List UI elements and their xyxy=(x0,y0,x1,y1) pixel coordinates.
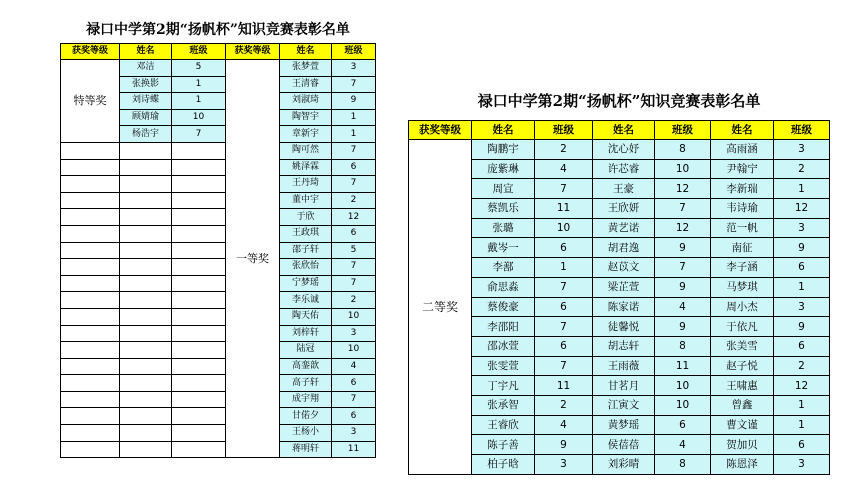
name-cell: 高雨涵 xyxy=(711,140,774,160)
name-cell: 陈家诺 xyxy=(593,297,655,317)
class-cell: 10 xyxy=(332,342,376,359)
name-cell: 曾鑫 xyxy=(711,395,774,415)
name-cell: 马梦琪 xyxy=(711,277,774,297)
name-cell: 周小杰 xyxy=(711,297,774,317)
class-cell: 6 xyxy=(774,258,830,278)
empty-cell xyxy=(61,425,120,442)
class-cell: 7 xyxy=(332,391,376,408)
empty-cell xyxy=(61,342,120,359)
name-cell: 王豪 xyxy=(593,179,655,199)
name-cell: 黄艺诺 xyxy=(593,218,655,238)
name-cell: 王清睿 xyxy=(280,76,332,93)
name-cell: 陈子善 xyxy=(472,435,535,455)
class-cell: 6 xyxy=(535,297,593,317)
name-cell: 张欣怡 xyxy=(280,259,332,276)
class-cell: 12 xyxy=(655,179,711,199)
name-cell: 尹翰宁 xyxy=(711,159,774,179)
empty-cell xyxy=(120,375,172,392)
class-cell: 4 xyxy=(655,297,711,317)
empty-cell xyxy=(120,159,172,176)
name-cell: 张承智 xyxy=(472,395,535,415)
class-cell: 7 xyxy=(535,317,593,337)
class-cell: 1 xyxy=(774,179,830,199)
class-cell: 7 xyxy=(332,142,376,159)
empty-cell xyxy=(61,308,120,325)
class-cell: 10 xyxy=(332,308,376,325)
name-cell: 王雨薇 xyxy=(593,356,655,376)
table-row xyxy=(61,60,376,77)
class-cell: 6 xyxy=(535,238,593,258)
name-cell: 陶智宇 xyxy=(280,109,332,126)
empty-cell xyxy=(61,176,120,193)
empty-cell xyxy=(61,441,120,458)
name-cell: 董中宇 xyxy=(280,192,332,209)
class-cell: 3 xyxy=(332,60,376,77)
name-cell: 赵子悦 xyxy=(711,356,774,376)
empty-cell xyxy=(61,391,120,408)
name-cell: 王啸惠 xyxy=(711,376,774,396)
header-cell: 姓名 xyxy=(472,121,535,140)
class-cell: 1 xyxy=(535,258,593,278)
name-cell: 张璐 xyxy=(472,218,535,238)
table-row xyxy=(61,342,376,359)
name-cell: 刘彩晴 xyxy=(593,455,655,475)
table-row xyxy=(409,356,830,376)
class-cell: 5 xyxy=(172,60,226,77)
table-row xyxy=(61,259,376,276)
empty-cell xyxy=(172,225,226,242)
class-cell: 3 xyxy=(774,140,830,160)
name-cell: 李新瑞 xyxy=(711,179,774,199)
class-cell: 6 xyxy=(535,336,593,356)
left-table-title: 禄口中学第2期“扬帆杯”知识竞赛表彰名单 xyxy=(86,22,350,38)
table-row xyxy=(61,408,376,425)
header-cell: 姓名 xyxy=(711,121,774,140)
table-row xyxy=(409,376,830,396)
class-cell: 10 xyxy=(535,218,593,238)
class-cell: 7 xyxy=(535,277,593,297)
class-cell: 11 xyxy=(535,199,593,219)
name-cell: 陆冠 xyxy=(280,342,332,359)
name-cell: 丁宇凡 xyxy=(472,376,535,396)
table-row xyxy=(409,218,830,238)
empty-cell xyxy=(172,176,226,193)
left-award-table xyxy=(60,20,376,458)
name-cell: 徒馨悦 xyxy=(593,317,655,337)
empty-cell xyxy=(172,275,226,292)
name-cell: 张美雪 xyxy=(711,336,774,356)
table-row xyxy=(409,140,830,160)
name-cell: 王政琪 xyxy=(280,225,332,242)
class-cell: 7 xyxy=(655,199,711,219)
empty-cell xyxy=(61,225,120,242)
empty-cell xyxy=(172,425,226,442)
header-cell: 姓名 xyxy=(593,121,655,140)
class-cell: 9 xyxy=(535,435,593,455)
class-cell: 10 xyxy=(655,395,711,415)
empty-cell xyxy=(61,259,120,276)
empty-cell xyxy=(120,441,172,458)
table-row xyxy=(61,358,376,375)
empty-cell xyxy=(61,142,120,159)
award-level-special: 特等奖 xyxy=(61,60,120,143)
name-cell: 许芯睿 xyxy=(593,159,655,179)
class-cell: 6 xyxy=(774,336,830,356)
table-row xyxy=(61,225,376,242)
name-cell: 刘淑琦 xyxy=(280,93,332,110)
table-row xyxy=(61,375,376,392)
class-cell: 2 xyxy=(774,356,830,376)
award-level-second: 二等奖 xyxy=(409,140,472,475)
empty-cell xyxy=(61,325,120,342)
right-award-table xyxy=(408,88,830,475)
class-cell: 9 xyxy=(655,317,711,337)
class-cell: 3 xyxy=(332,325,376,342)
class-cell: 10 xyxy=(655,376,711,396)
name-cell: 宁梦瑶 xyxy=(280,275,332,292)
empty-cell xyxy=(172,408,226,425)
table-row xyxy=(61,142,376,159)
name-cell: 赵苡文 xyxy=(593,258,655,278)
class-cell: 9 xyxy=(655,238,711,258)
name-cell: 王丹琦 xyxy=(280,176,332,193)
class-cell: 10 xyxy=(172,109,226,126)
name-cell: 于依凡 xyxy=(711,317,774,337)
name-cell: 胡志轩 xyxy=(593,336,655,356)
table-row xyxy=(61,292,376,309)
table-row xyxy=(61,209,376,226)
name-cell: 杨浩宇 xyxy=(120,126,172,143)
empty-cell xyxy=(120,342,172,359)
table-row xyxy=(61,425,376,442)
empty-cell xyxy=(172,391,226,408)
class-cell: 2 xyxy=(535,140,593,160)
class-cell: 11 xyxy=(332,441,376,458)
class-cell: 5 xyxy=(332,242,376,259)
table-row xyxy=(61,159,376,176)
class-cell: 6 xyxy=(332,225,376,242)
name-cell: 李乐诚 xyxy=(280,292,332,309)
header-cell: 班级 xyxy=(332,44,376,60)
name-cell: 张梦萱 xyxy=(280,60,332,77)
class-cell: 7 xyxy=(332,76,376,93)
empty-cell xyxy=(172,441,226,458)
class-cell: 11 xyxy=(655,356,711,376)
class-cell: 1 xyxy=(332,126,376,143)
empty-cell xyxy=(61,192,120,209)
table-row xyxy=(409,317,830,337)
name-cell: 顾婧瑜 xyxy=(120,109,172,126)
empty-cell xyxy=(172,325,226,342)
name-cell: 梁芷萱 xyxy=(593,277,655,297)
table-row xyxy=(409,435,830,455)
class-cell: 1 xyxy=(172,76,226,93)
class-cell: 1 xyxy=(332,109,376,126)
empty-cell xyxy=(172,342,226,359)
empty-cell xyxy=(120,259,172,276)
table-row xyxy=(409,179,830,199)
name-cell: 蔡凯乐 xyxy=(472,199,535,219)
empty-cell xyxy=(120,391,172,408)
class-cell: 9 xyxy=(774,317,830,337)
class-cell: 6 xyxy=(774,435,830,455)
name-cell: 甘茗月 xyxy=(593,376,655,396)
class-cell: 3 xyxy=(774,218,830,238)
class-cell: 7 xyxy=(332,259,376,276)
class-cell: 7 xyxy=(655,258,711,278)
table-row xyxy=(409,415,830,435)
class-cell: 6 xyxy=(332,159,376,176)
empty-cell xyxy=(172,259,226,276)
empty-cell xyxy=(61,275,120,292)
class-cell: 2 xyxy=(332,292,376,309)
class-cell: 4 xyxy=(535,415,593,435)
class-cell: 12 xyxy=(774,199,830,219)
empty-cell xyxy=(120,425,172,442)
name-cell: 南征 xyxy=(711,238,774,258)
empty-cell xyxy=(61,408,120,425)
class-cell: 7 xyxy=(535,179,593,199)
name-cell: 于欣 xyxy=(280,209,332,226)
empty-cell xyxy=(120,358,172,375)
name-cell: 邵冰萱 xyxy=(472,336,535,356)
empty-cell xyxy=(120,408,172,425)
name-cell: 甘偌夕 xyxy=(280,408,332,425)
name-cell: 蒋明轩 xyxy=(280,441,332,458)
empty-cell xyxy=(120,308,172,325)
class-cell: 4 xyxy=(655,435,711,455)
class-cell: 4 xyxy=(332,358,376,375)
name-cell: 柏子晗 xyxy=(472,455,535,475)
table-row xyxy=(409,336,830,356)
name-cell: 刘诗蝶 xyxy=(120,93,172,110)
empty-cell xyxy=(61,292,120,309)
header-cell: 班级 xyxy=(535,121,593,140)
table-row xyxy=(61,308,376,325)
right-table-header-row xyxy=(409,121,830,140)
name-cell: 李鄯 xyxy=(472,258,535,278)
class-cell: 7 xyxy=(332,176,376,193)
name-cell: 曹文谨 xyxy=(711,415,774,435)
empty-cell xyxy=(172,209,226,226)
class-cell: 11 xyxy=(535,376,593,396)
header-cell: 班级 xyxy=(172,44,226,60)
name-cell: 王欣妍 xyxy=(593,199,655,219)
class-cell: 6 xyxy=(332,408,376,425)
table-row xyxy=(61,441,376,458)
class-cell: 7 xyxy=(535,356,593,376)
empty-cell xyxy=(120,192,172,209)
left-table-header-row xyxy=(61,44,376,60)
class-cell: 3 xyxy=(774,455,830,475)
class-cell: 12 xyxy=(655,218,711,238)
name-cell: 周宣 xyxy=(472,179,535,199)
empty-cell xyxy=(120,325,172,342)
class-cell: 9 xyxy=(655,277,711,297)
empty-cell xyxy=(172,142,226,159)
name-cell: 沈心妤 xyxy=(593,140,655,160)
table-row xyxy=(61,176,376,193)
empty-cell xyxy=(61,242,120,259)
empty-cell xyxy=(172,192,226,209)
class-cell: 3 xyxy=(535,455,593,475)
class-cell: 10 xyxy=(655,159,711,179)
name-cell: 陶鹏宇 xyxy=(472,140,535,160)
name-cell: 李子涵 xyxy=(711,258,774,278)
empty-cell xyxy=(61,358,120,375)
class-cell: 12 xyxy=(774,376,830,396)
header-cell: 姓名 xyxy=(280,44,332,60)
right-table-title: 禄口中学第2期“扬帆杯”知识竞赛表彰名单 xyxy=(477,92,761,110)
class-cell: 9 xyxy=(332,93,376,110)
name-cell: 王睿欣 xyxy=(472,415,535,435)
empty-cell xyxy=(61,375,120,392)
table-row xyxy=(409,395,830,415)
name-cell: 姚泽霖 xyxy=(280,159,332,176)
class-cell: 3 xyxy=(774,297,830,317)
name-cell: 庞紫琳 xyxy=(472,159,535,179)
name-cell: 高銮歆 xyxy=(280,358,332,375)
class-cell: 1 xyxy=(774,277,830,297)
class-cell: 3 xyxy=(332,425,376,442)
table-row xyxy=(409,277,830,297)
class-cell: 7 xyxy=(172,126,226,143)
class-cell: 8 xyxy=(655,455,711,475)
header-cell: 获奖等级 xyxy=(61,44,120,60)
empty-cell xyxy=(120,176,172,193)
empty-cell xyxy=(120,142,172,159)
header-cell: 获奖等级 xyxy=(226,44,280,60)
name-cell: 陶可然 xyxy=(280,142,332,159)
name-cell: 俞思淼 xyxy=(472,277,535,297)
empty-cell xyxy=(120,225,172,242)
name-cell: 成宇翔 xyxy=(280,391,332,408)
name-cell: 范一帆 xyxy=(711,218,774,238)
name-cell: 王杨小 xyxy=(280,425,332,442)
class-cell: 8 xyxy=(655,140,711,160)
empty-cell xyxy=(120,209,172,226)
empty-cell xyxy=(172,308,226,325)
table-row xyxy=(409,297,830,317)
class-cell: 12 xyxy=(332,209,376,226)
class-cell: 2 xyxy=(332,192,376,209)
name-cell: 高子轩 xyxy=(280,375,332,392)
name-cell: 侯蓓蓓 xyxy=(593,435,655,455)
class-cell: 1 xyxy=(774,415,830,435)
class-cell: 8 xyxy=(655,336,711,356)
name-cell: 贺加贝 xyxy=(711,435,774,455)
name-cell: 江寅文 xyxy=(593,395,655,415)
class-cell: 2 xyxy=(535,395,593,415)
table-row xyxy=(409,238,830,258)
empty-cell xyxy=(61,159,120,176)
class-cell: 2 xyxy=(774,159,830,179)
name-cell: 李邵阳 xyxy=(472,317,535,337)
empty-cell xyxy=(172,375,226,392)
empty-cell xyxy=(61,209,120,226)
class-cell: 1 xyxy=(774,395,830,415)
name-cell: 邓洁 xyxy=(120,60,172,77)
empty-cell xyxy=(172,292,226,309)
table-row xyxy=(409,199,830,219)
class-cell: 1 xyxy=(172,93,226,110)
empty-cell xyxy=(172,159,226,176)
table-row xyxy=(61,242,376,259)
empty-cell xyxy=(120,275,172,292)
class-cell: 7 xyxy=(332,275,376,292)
header-cell: 获奖等级 xyxy=(409,121,472,140)
name-cell: 章新宇 xyxy=(280,126,332,143)
name-cell: 张雯萱 xyxy=(472,356,535,376)
empty-cell xyxy=(172,358,226,375)
class-cell: 6 xyxy=(655,415,711,435)
table-row xyxy=(61,275,376,292)
class-cell: 9 xyxy=(774,238,830,258)
table-row xyxy=(61,391,376,408)
header-cell: 姓名 xyxy=(120,44,172,60)
name-cell: 黄梦瑶 xyxy=(593,415,655,435)
table-row xyxy=(409,258,830,278)
name-cell: 刘梓轩 xyxy=(280,325,332,342)
header-cell: 班级 xyxy=(774,121,830,140)
table-row xyxy=(409,455,830,475)
empty-cell xyxy=(120,292,172,309)
table-row xyxy=(61,325,376,342)
name-cell: 邵子轩 xyxy=(280,242,332,259)
name-cell: 韦诗瑜 xyxy=(711,199,774,219)
class-cell: 6 xyxy=(332,375,376,392)
empty-cell xyxy=(172,242,226,259)
name-cell: 张换影 xyxy=(120,76,172,93)
name-cell: 戴岑一 xyxy=(472,238,535,258)
name-cell: 陈恩泽 xyxy=(711,455,774,475)
name-cell: 胡君逸 xyxy=(593,238,655,258)
name-cell: 陶天佑 xyxy=(280,308,332,325)
class-cell: 4 xyxy=(535,159,593,179)
table-row xyxy=(61,192,376,209)
name-cell: 蔡俊豪 xyxy=(472,297,535,317)
header-cell: 班级 xyxy=(655,121,711,140)
table-row xyxy=(409,159,830,179)
award-level-first: 一等奖 xyxy=(226,60,280,458)
empty-cell xyxy=(120,242,172,259)
